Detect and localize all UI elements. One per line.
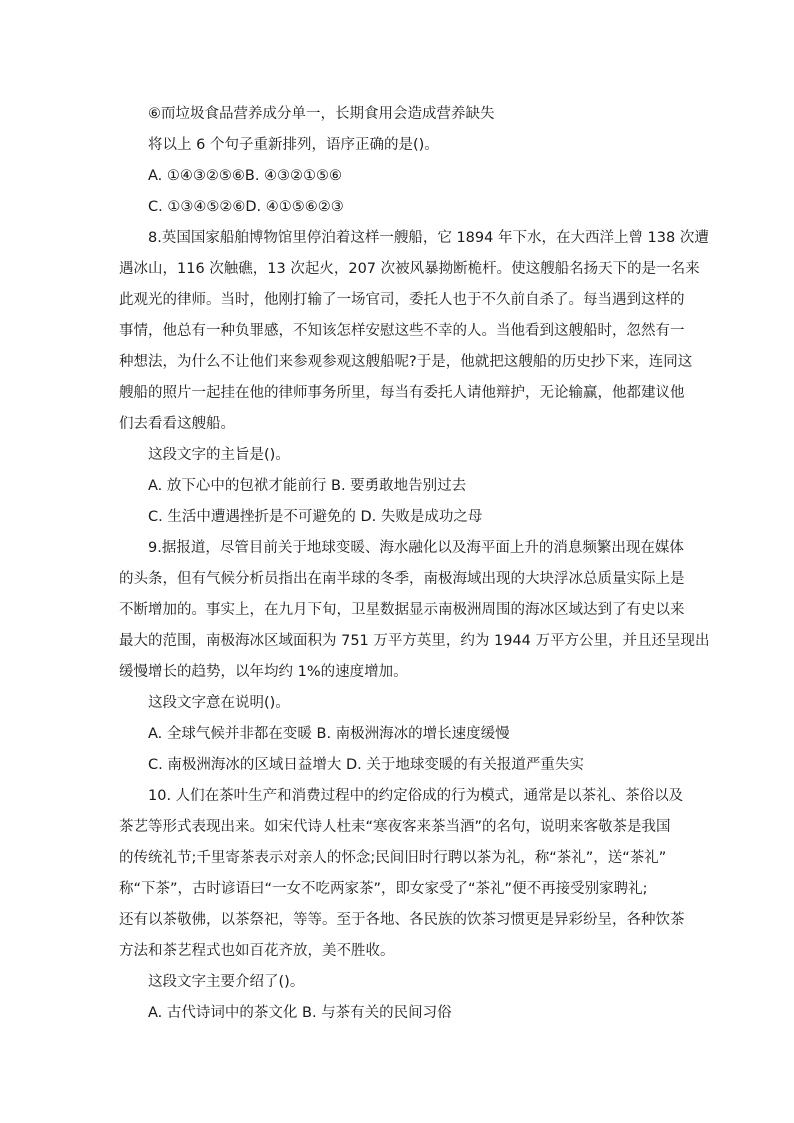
question-10-text: 还有以茶敬佛，以茶祭祀，等等。至于各地、各民族的饮茶习惯更是异彩纷呈，各种饮茶 xyxy=(119,912,685,928)
text-line: ⑥而垃圾食品营养成分单一，长期食用会造成营养缺失 xyxy=(148,106,495,122)
question-prompt: 将以上 6 个句子重新排列，语序正确的是()。 xyxy=(148,137,439,153)
question-9-text: 9.据报道，尽管目前关于地球变暖、海水融化以及海平面上升的消息频繁出现在媒体 xyxy=(148,540,684,556)
question-9-text: 的头条，但有气候分析员指出在南半球的冬季，南极海域出现的大块浮冰总质量实际上是 xyxy=(119,571,685,587)
answer-option: C. 南极洲海冰的区域日益增大 D. 关于地球变暖的有关报道严重失实 xyxy=(148,757,584,773)
question-8-text: 遇冰山，116 次触礁，13 次起火，207 次被风暴拗断桅杆。使这艘船名扬天下的是一名来 xyxy=(119,261,700,277)
question-10-text: 方法和茶艺程式也如百花齐放，美不胜收。 xyxy=(119,943,395,959)
answer-option: A. ①④③②⑤⑥B. ④③②①⑤⑥ xyxy=(148,168,343,184)
document-body xyxy=(119,99,710,1029)
question-8-text: 们去看看这艘船。 xyxy=(119,416,235,432)
question-8-text: 种想法，为什么不让他们来参观参观这艘船呢?于是，他就把这艘船的历史抄下来，连同这 xyxy=(119,354,693,370)
answer-option: C. 生活中遭遇挫折是不可避免的 D. 失败是成功之母 xyxy=(148,509,483,525)
question-9-text: 不断增加的。事实上，在九月下旬，卫星数据显示南极洲周围的海冰区域达到了有史以来 xyxy=(119,602,685,618)
answer-option: A. 放下心中的包袱才能前行 B. 要勇敢地告别过去 xyxy=(148,478,467,494)
answer-option: C. ①③④⑤②⑥D. ④①⑤⑥②③ xyxy=(148,199,344,215)
question-8-text: 8.英国国家船舶博物馆里停泊着这样一艘船，它 1894 年下水，在大西洋上曾 138 次遭 xyxy=(148,230,709,246)
question-8-text: 此观光的律师。当时，他刚打输了一场官司，委托人也于不久前自杀了。每当遇到这样的 xyxy=(119,292,685,308)
question-10-text: 茶艺等形式表现出来。如宋代诗人杜耒“寒夜客来茶当酒”的名句，说明来客敬茶是我国 xyxy=(119,819,671,835)
question-10-text: 称“下茶”，古时谚语曰“一女不吃两家茶”，即女家受了“茶礼”便不再接受别家聘礼; xyxy=(119,881,648,897)
question-prompt: 这段文字的主旨是()。 xyxy=(148,447,290,463)
question-9-text: 缓慢增长的趋势，以年均约 1%的速度增加。 xyxy=(119,664,408,680)
question-8-text: 事情，他总有一种负罪感，不知该怎样安慰这些不幸的人。当他看到这艘船时，忽然有一 xyxy=(119,323,685,339)
question-8-text: 艘船的照片一起挂在他的律师事务所里，每当有委托人请他辩护，无论输赢，他都建议他 xyxy=(119,385,685,401)
question-9-text: 最大的范围，南极海冰区域面积为 751 万平方英里，约为 1944 万平方公里，并且还呈现出 xyxy=(119,633,710,649)
question-prompt: 这段文字主要介绍了()。 xyxy=(148,974,305,990)
question-prompt: 这段文字意在说明()。 xyxy=(148,695,290,711)
question-10-text: 10. 人们在茶叶生产和消费过程中的约定俗成的行为模式，通常是以茶礼、茶俗以及 xyxy=(148,788,684,804)
answer-option: A. 古代诗词中的茶文化 B. 与茶有关的民间习俗 xyxy=(148,1005,452,1021)
question-10-text: 的传统礼节;千里寄茶表示对亲人的怀念;民间旧时行聘以茶为礼，称“茶礼”，送“茶礼” xyxy=(119,850,667,866)
answer-option: A. 全球气候并非都在变暖 B. 南极洲海冰的增长速度缓慢 xyxy=(148,726,510,742)
